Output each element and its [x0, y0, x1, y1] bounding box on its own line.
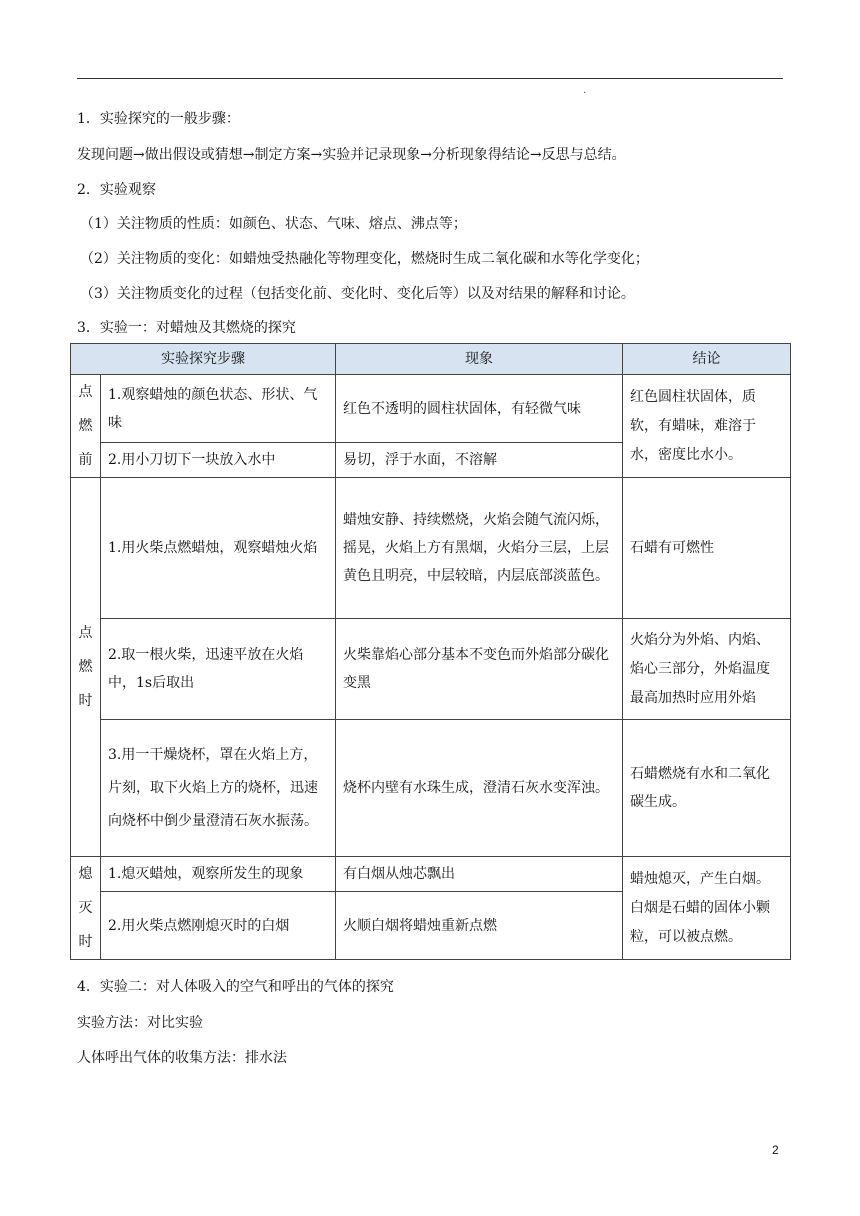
observation-item-1: （1）关注物质的性质：如颜色、状态、气味、熔点、沸点等； — [80, 216, 467, 232]
table-row — [71, 375, 791, 443]
header-dot: . — [583, 85, 587, 96]
phenomenon-cell: 烧杯内壁有水珠生成，澄清石灰水变浑浊。 — [336, 720, 623, 857]
table-row — [71, 720, 791, 857]
header-steps: 实验探究步骤 — [71, 344, 336, 375]
inquiry-steps-text: 发现问题→做出假设或猜想→制定方案→实验并记录现象→分析现象得结论→反思与总结。 — [77, 147, 626, 163]
step-cell: 3.用一干燥烧杯，罩在火焰上方，片刻，取下火焰上方的烧杯，迅速向烧杯中倒少量澄清石灰水振荡。 — [101, 720, 336, 857]
table-row — [71, 478, 791, 619]
phenomenon-cell: 火顺白烟将蜡烛重新点燃 — [336, 892, 623, 960]
section-3-heading: 3．实验一：对蜡烛及其燃烧的探究 — [77, 320, 296, 336]
step-cell: 1.观察蜡烛的颜色状态、形状、气味 — [101, 375, 336, 443]
conclusion-cell: 红色圆柱状固体，质软，有蜡味，难溶于水，密度比水小。 — [623, 375, 791, 478]
page-number: 2 — [772, 1143, 779, 1157]
step-cell: 2.用火柴点燃刚熄灭时的白烟 — [101, 892, 336, 960]
observation-item-2: （2）关注物质的变化：如蜡烛受热融化等物理变化，燃烧时生成二氧化碳和水等化学变化； — [80, 251, 649, 267]
stage-while-burning: 点燃时 — [71, 478, 101, 857]
header-rule — [77, 78, 783, 79]
candle-experiment-table — [70, 343, 791, 960]
step-cell: 2.用小刀切下一块放入水中 — [101, 443, 336, 478]
step-cell: 1.熄灭蜡烛，观察所发生的现象 — [101, 857, 336, 892]
conclusion-cell: 火焰分为外焰、内焰、焰心三部分，外焰温度最高加热时应用外焰 — [623, 619, 791, 720]
conclusion-cell: 蜡烛熄灭，产生白烟。白烟是石蜡的固体小颗粒，可以被点燃。 — [623, 857, 791, 960]
observation-item-3: （3）关注物质变化的过程（包括变化前、变化时、变化后等）以及对结果的解释和讨论。 — [80, 286, 635, 302]
stage-before-lighting: 点燃前 — [71, 375, 101, 478]
phenomenon-cell: 蜡烛安静、持续燃烧，火焰会随气流闪烁，摇晃，火焰上方有黑烟，火焰分三层，上层黄色且明亮，中层较暗，内层底部淡蓝色。 — [336, 478, 623, 619]
conclusion-cell: 石蜡燃烧有水和二氧化碳生成。 — [623, 720, 791, 857]
table-header-row — [71, 344, 791, 375]
step-cell: 1.用火柴点燃蜡烛，观察蜡烛火焰 — [101, 478, 336, 619]
method-text: 实验方法：对比实验 — [77, 1015, 203, 1031]
section-4-heading: 4．实验二：对人体吸入的空气和呼出的气体的探究 — [77, 979, 394, 995]
step-cell: 2.取一根火柴，迅速平放在火焰中，1s后取出 — [101, 619, 336, 720]
phenomenon-cell: 有白烟从烛芯飘出 — [336, 857, 623, 892]
table-row — [71, 619, 791, 720]
header-phenomenon: 现象 — [336, 344, 623, 375]
section-1-heading: 1．实验探究的一般步骤： — [77, 111, 240, 127]
phenomenon-cell: 易切，浮于水面，不溶解 — [336, 443, 623, 478]
phenomenon-cell: 火柴靠焰心部分基本不变色而外焰部分碳化变黑 — [336, 619, 623, 720]
header-conclusion: 结论 — [623, 344, 791, 375]
phenomenon-cell: 红色不透明的圆柱状固体，有轻微气味 — [336, 375, 623, 443]
section-2-heading: 2．实验观察 — [77, 182, 156, 198]
collection-method-text: 人体呼出气体的收集方法：排水法 — [77, 1050, 287, 1066]
stage-after-extinguishing: 熄灭时 — [71, 857, 101, 960]
conclusion-cell: 石蜡有可燃性 — [623, 478, 791, 619]
table-row — [71, 857, 791, 892]
